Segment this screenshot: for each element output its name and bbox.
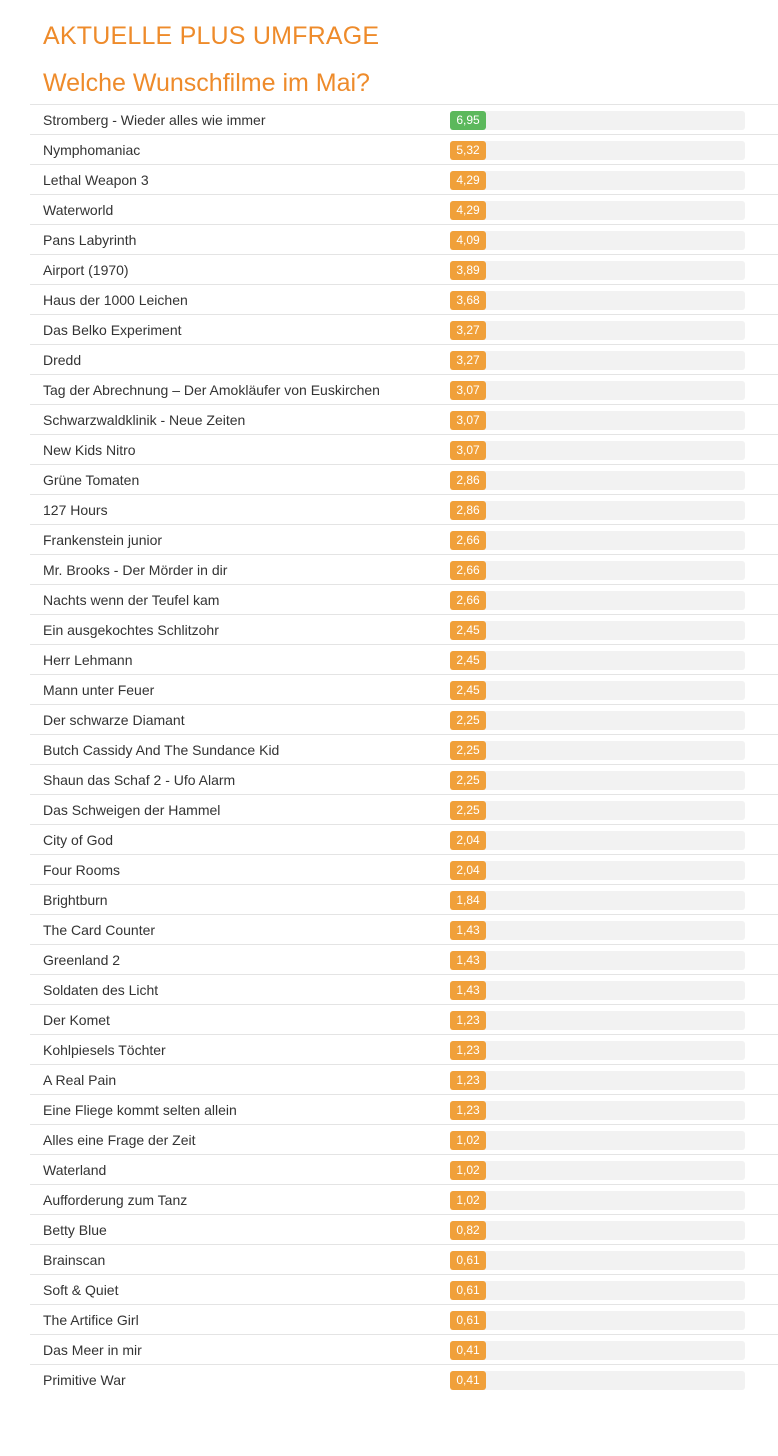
poll-option-percent: 1,23 [456, 1103, 480, 1117]
poll-option-percent: 3,07 [456, 413, 480, 427]
poll-option-row [30, 1334, 778, 1364]
poll-option-percent: 0,82 [456, 1223, 480, 1237]
poll-option-title: Herr Lehmann [43, 652, 133, 668]
poll-option-row [30, 284, 778, 314]
poll-option-percent: 3,89 [456, 263, 480, 277]
poll-option-row [30, 1094, 778, 1124]
poll-option-title: Eine Fliege kommt selten allein [43, 1102, 237, 1118]
poll-option-bar-fill [450, 141, 486, 160]
poll-option-percent: 2,66 [456, 563, 480, 577]
poll-option-bar-fill [450, 891, 486, 910]
poll-option-bar-track [450, 411, 745, 430]
poll-option-bar-fill [450, 351, 486, 370]
poll-option-bar-fill [450, 201, 486, 220]
poll-option-row [30, 1364, 778, 1394]
poll-option-row [30, 704, 778, 734]
poll-option-bar-track [450, 1041, 745, 1060]
poll-option-bar-track [450, 1191, 745, 1210]
poll-option-bar-fill [450, 951, 486, 970]
poll-option-row [30, 584, 778, 614]
poll-option-bar-track [450, 261, 745, 280]
poll-option-bar-track [450, 1371, 745, 1390]
poll-option-bar-track [450, 1011, 745, 1030]
poll-option-bar-fill [450, 1281, 486, 1300]
poll-option-percent: 3,07 [456, 383, 480, 397]
poll-option-percent: 2,45 [456, 683, 480, 697]
poll-option-title: Four Rooms [43, 862, 121, 878]
poll-option-bar-track [450, 531, 745, 550]
poll-option-bar-track [450, 921, 745, 940]
poll-option-title: Primitive War [43, 1372, 126, 1388]
poll-option-bar-track [450, 1281, 745, 1300]
poll-option-bar-fill [450, 1371, 486, 1390]
poll-option-title: Dredd [43, 352, 82, 368]
poll-option-bar-track [450, 291, 745, 310]
poll-option-title: City of God [43, 832, 114, 848]
poll-option-bar-track [450, 801, 745, 820]
poll-option-percent: 1,02 [456, 1193, 480, 1207]
poll-option-bar-fill [450, 261, 486, 280]
poll-option-title: Grüne Tomaten [43, 472, 140, 488]
poll-option-title: Stromberg - Wieder alles wie immer [43, 112, 266, 128]
poll-option-title: Waterworld [43, 202, 114, 218]
poll-option-title: 127 Hours [43, 502, 108, 518]
poll-option-bar-fill [450, 621, 486, 640]
poll-option-percent: 2,25 [456, 743, 480, 757]
poll-option-percent: 1,43 [456, 953, 480, 967]
poll-option-percent: 2,86 [456, 503, 480, 517]
poll-option-bar-fill [450, 1101, 486, 1120]
poll-question: Welche Wunschfilme im Mai? [43, 69, 370, 97]
poll-option-percent: 0,61 [456, 1283, 480, 1297]
poll-option-row [30, 224, 778, 254]
poll-option-row [30, 1154, 778, 1184]
poll-option-bar-fill [450, 651, 486, 670]
poll-option-row [30, 614, 778, 644]
poll-option-percent: 4,29 [456, 173, 480, 187]
poll-option-bar-track [450, 1131, 745, 1150]
poll-option-row [30, 434, 778, 464]
poll-option-bar-track [450, 381, 745, 400]
poll-option-row [30, 554, 778, 584]
poll-option-bar-track [450, 321, 745, 340]
poll-option-row [30, 644, 778, 674]
poll-option-percent: 2,25 [456, 773, 480, 787]
poll-option-bar-fill [450, 801, 486, 820]
poll-option-bar-track [450, 771, 745, 790]
poll-option-title: The Card Counter [43, 922, 156, 938]
poll-option-bar-track [450, 231, 745, 250]
poll-option-title: New Kids Nitro [43, 442, 136, 458]
poll-option-row [30, 464, 778, 494]
poll-option-row [30, 374, 778, 404]
poll-option-row [30, 1304, 778, 1334]
poll-option-row [30, 914, 778, 944]
poll-option-row [30, 854, 778, 884]
poll-option-percent: 2,25 [456, 803, 480, 817]
poll-option-row [30, 494, 778, 524]
poll-option-title: Haus der 1000 Leichen [43, 292, 188, 308]
poll-option-row [30, 104, 778, 134]
poll-option-row [30, 164, 778, 194]
poll-option-row [30, 764, 778, 794]
poll-option-bar-track [450, 681, 745, 700]
poll-option-title: Das Schweigen der Hammel [43, 802, 221, 818]
poll-option-percent: 1,23 [456, 1073, 480, 1087]
poll-option-bar-track [450, 141, 745, 160]
poll-option-bar-track [450, 981, 745, 1000]
poll-option-percent: 4,09 [456, 233, 480, 247]
poll-option-percent: 0,61 [456, 1313, 480, 1327]
poll-option-bar-fill [450, 111, 486, 130]
poll-option-bar-fill [450, 531, 486, 550]
poll-option-bar-fill [450, 1251, 486, 1270]
poll-option-row [30, 1244, 778, 1274]
poll-option-title: Pans Labyrinth [43, 232, 137, 248]
poll-option-percent: 5,32 [456, 143, 480, 157]
poll-option-bar-fill [450, 321, 486, 340]
poll-option-percent: 0,41 [456, 1343, 480, 1357]
poll-option-bar-track [450, 351, 745, 370]
poll-option-bar-track [450, 111, 745, 130]
poll-option-bar-fill [450, 591, 486, 610]
poll-option-title: Soft & Quiet [43, 1282, 119, 1298]
poll-option-bar-fill [450, 981, 486, 1000]
poll-option-bar-track [450, 591, 745, 610]
poll-option-percent: 3,27 [456, 323, 480, 337]
poll-option-title: The Artifice Girl [43, 1312, 139, 1328]
poll-option-title: Mann unter Feuer [43, 682, 155, 698]
poll-option-percent: 2,66 [456, 593, 480, 607]
poll-option-row [30, 1184, 778, 1214]
poll-option-percent: 0,61 [456, 1253, 480, 1267]
poll-option-bar-fill [450, 291, 486, 310]
poll-option-bar-fill [450, 1161, 486, 1180]
poll-option-percent: 3,68 [456, 293, 480, 307]
poll-option-percent: 1,02 [456, 1133, 480, 1147]
poll-option-row [30, 674, 778, 704]
poll-option-percent: 1,43 [456, 983, 480, 997]
poll-option-title: Kohlpiesels Töchter [43, 1042, 166, 1058]
poll-option-bar-track [450, 741, 745, 760]
poll-option-row [30, 194, 778, 224]
poll-option-row [30, 1034, 778, 1064]
poll-option-bar-track [450, 891, 745, 910]
poll-option-title: Alles eine Frage der Zeit [43, 1132, 196, 1148]
poll-option-row [30, 824, 778, 854]
poll-option-bar-track [450, 711, 745, 730]
poll-option-bar-fill [450, 711, 486, 730]
poll-option-title: Nymphomaniac [43, 142, 141, 158]
poll-results-list [30, 104, 778, 1394]
poll-option-row [30, 1274, 778, 1304]
poll-option-percent: 1,23 [456, 1013, 480, 1027]
poll-option-title: Mr. Brooks - Der Mörder in dir [43, 562, 228, 578]
poll-option-row [30, 734, 778, 764]
poll-option-percent: 1,02 [456, 1163, 480, 1177]
poll-option-bar-fill [450, 171, 486, 190]
poll-option-row [30, 404, 778, 434]
poll-option-percent: 0,41 [456, 1373, 480, 1387]
poll-option-bar-fill [450, 1221, 486, 1240]
poll-option-percent: 1,84 [456, 893, 480, 907]
poll-option-bar-track [450, 1071, 745, 1090]
poll-option-title: Frankenstein junior [43, 532, 163, 548]
poll-option-percent: 2,45 [456, 623, 480, 637]
poll-option-title: Soldaten des Licht [43, 982, 159, 998]
poll-option-title: Airport (1970) [43, 262, 129, 278]
poll-option-percent: 3,07 [456, 443, 480, 457]
poll-option-row [30, 884, 778, 914]
poll-option-bar-fill [450, 561, 486, 580]
poll-option-title: Butch Cassidy And The Sundance Kid [43, 742, 280, 758]
poll-option-title: Der Komet [43, 1012, 110, 1028]
poll-option-bar-fill [450, 831, 486, 850]
poll-option-bar-track [450, 1251, 745, 1270]
poll-option-bar-fill [450, 441, 486, 460]
poll-option-bar-track [450, 201, 745, 220]
poll-option-bar-fill [450, 921, 486, 940]
poll-option-percent: 1,43 [456, 923, 480, 937]
poll-option-bar-fill [450, 471, 486, 490]
poll-option-title: Der schwarze Diamant [43, 712, 185, 728]
poll-option-title: Das Belko Experiment [43, 322, 182, 338]
poll-option-bar-track [450, 951, 745, 970]
poll-option-bar-track [450, 1311, 745, 1330]
poll-option-bar-track [450, 651, 745, 670]
poll-option-row [30, 944, 778, 974]
poll-option-percent: 2,04 [456, 863, 480, 877]
poll-option-title: Aufforderung zum Tanz [43, 1192, 188, 1208]
poll-option-title: Tag der Abrechnung – Der Amokläufer von Euskirchen [43, 382, 380, 398]
poll-option-bar-track [450, 621, 745, 640]
poll-option-bar-fill [450, 1011, 486, 1030]
poll-option-bar-track [450, 1221, 745, 1240]
poll-option-percent: 2,25 [456, 713, 480, 727]
poll-option-bar-fill [450, 1041, 486, 1060]
poll-option-title: Nachts wenn der Teufel kam [43, 592, 220, 608]
poll-option-percent: 2,86 [456, 473, 480, 487]
poll-option-bar-fill [450, 411, 486, 430]
poll-option-percent: 2,04 [456, 833, 480, 847]
poll-option-bar-track [450, 861, 745, 880]
poll-option-title: Betty Blue [43, 1222, 107, 1238]
poll-option-bar-track [450, 1101, 745, 1120]
poll-option-percent: 2,45 [456, 653, 480, 667]
poll-option-row [30, 1214, 778, 1244]
poll-option-bar-track [450, 1161, 745, 1180]
poll-option-row [30, 524, 778, 554]
poll-option-bar-fill [450, 1311, 486, 1330]
poll-option-title: Das Meer in mir [43, 1342, 142, 1358]
poll-option-bar-fill [450, 681, 486, 700]
poll-option-title: Brightburn [43, 892, 108, 908]
poll-option-bar-fill [450, 1131, 486, 1150]
poll-option-bar-fill [450, 501, 486, 520]
poll-option-percent: 4,29 [456, 203, 480, 217]
poll-heading: AKTUELLE PLUS UMFRAGE [43, 22, 380, 50]
poll-option-row [30, 314, 778, 344]
poll-option-bar-fill [450, 861, 486, 880]
poll-option-title: Lethal Weapon 3 [43, 172, 149, 188]
poll-option-bar-track [450, 501, 745, 520]
poll-option-bar-track [450, 561, 745, 580]
poll-option-row [30, 344, 778, 374]
poll-option-row [30, 254, 778, 284]
poll-option-row [30, 1064, 778, 1094]
poll-option-bar-track [450, 171, 745, 190]
poll-option-bar-fill [450, 1341, 486, 1360]
poll-option-title: Brainscan [43, 1252, 106, 1268]
poll-option-row [30, 974, 778, 1004]
poll-option-title: Schwarzwaldklinik - Neue Zeiten [43, 412, 246, 428]
poll-option-percent: 2,66 [456, 533, 480, 547]
poll-option-title: Ein ausgekochtes Schlitzohr [43, 622, 219, 638]
poll-option-title: Shaun das Schaf 2 - Ufo Alarm [43, 772, 236, 788]
poll-option-title: Greenland 2 [43, 952, 121, 968]
poll-option-title: A Real Pain [43, 1072, 117, 1088]
poll-option-bar-fill [450, 771, 486, 790]
poll-option-bar-track [450, 471, 745, 490]
poll-option-row [30, 794, 778, 824]
poll-option-bar-fill [450, 741, 486, 760]
poll-option-bar-fill [450, 381, 486, 400]
poll-option-row [30, 134, 778, 164]
poll-option-bar-track [450, 831, 745, 850]
poll-option-bar-fill [450, 1071, 486, 1090]
poll-option-row [30, 1124, 778, 1154]
poll-option-bar-fill [450, 231, 486, 250]
poll-option-percent: 3,27 [456, 353, 480, 367]
poll-option-percent: 1,23 [456, 1043, 480, 1057]
poll-option-title: Waterland [43, 1162, 107, 1178]
poll-option-percent: 6,95 [456, 113, 480, 127]
poll-option-bar-fill [450, 1191, 486, 1210]
poll-option-row [30, 1004, 778, 1034]
poll-option-bar-track [450, 441, 745, 460]
poll-option-bar-track [450, 1341, 745, 1360]
